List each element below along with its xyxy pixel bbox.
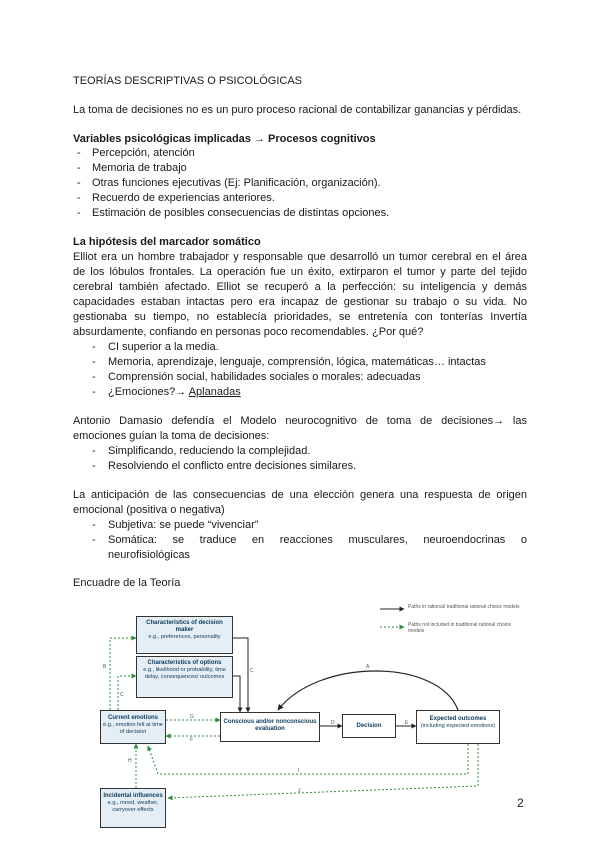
arrow-dashed-b — [110, 638, 136, 710]
box-decision — [342, 714, 396, 738]
box-evaluation — [220, 712, 320, 742]
path-label: F — [190, 737, 194, 743]
path-label: C — [120, 692, 124, 698]
list-item: Resolviendo el conflicto entre decisiones similares. — [108, 460, 357, 472]
box-subtitle: e.g., preferences, personality — [148, 634, 221, 640]
list-item: CI superior a la media. — [108, 341, 219, 353]
bullet-dash: - — [77, 177, 81, 189]
paragraph-line: gestionaba su tiempo, no establecía prioridades, se entretenía con tonterías Invertía — [73, 311, 527, 323]
box-title: Incidental influences — [103, 793, 163, 799]
paragraph-line: absurdamente, confiando en personas poco recomendables. ¿Por qué? — [73, 326, 424, 338]
path-label: J — [298, 788, 301, 794]
list-item: Otras funciones ejecutivas (Ej: Planificación, organización). — [92, 177, 381, 189]
path-label: C — [250, 668, 254, 674]
list-item: Estimación de posibles consecuencias de distintas opciones. — [92, 207, 390, 219]
paragraph-line: cerebral también afectado. Elliot se recuperó a la perfección: su inteligencia y demás — [73, 281, 527, 293]
paragraph-line: La anticipación de las consecuencias de una elección genera una respuesta de origen — [73, 489, 527, 501]
bullet-dash: - — [92, 341, 96, 353]
box-subtitle: e.g., likelihood or probability, time delay, consequences/ outcomes — [143, 667, 226, 680]
path-label: G — [190, 714, 194, 720]
box-title: Expected outcomes — [429, 716, 487, 722]
paragraph-line: de los lóbulos frontales. La operación fue un éxito, extirparon el tumor y parte del tejido — [73, 266, 527, 278]
list-item — [108, 385, 241, 399]
list-item: Memoria, aprendizaje, lenguaje, comprensión, lógica, matemáticas… intactas — [108, 356, 486, 368]
bullet-dash: - — [92, 386, 96, 398]
bullet-dash: - — [92, 534, 96, 546]
encuadre-label: Encuadre de la Teoría — [73, 577, 181, 589]
variables-heading: Variables psicológicas implicadas → Procesos cognitivos — [73, 133, 376, 145]
box-expected-outcomes — [416, 710, 500, 744]
bullet-dash: - — [92, 445, 96, 457]
list-item-continuation: neurofisiológicas — [108, 549, 190, 561]
bullet-dash: - — [77, 192, 81, 204]
list-item: Percepción, atención — [92, 147, 195, 159]
arrow-j — [168, 744, 478, 798]
box-incidental — [100, 788, 166, 828]
bullet-dash: - — [92, 519, 96, 531]
paragraph-line: Antonio Damasio defendía el Modelo neurocognitivo de toma de decisiones→ las — [73, 415, 527, 427]
hipotesis-heading: La hipótesis del marcador somático — [73, 236, 261, 248]
bullet-dash: - — [92, 356, 96, 368]
bullet-dash: - — [92, 460, 96, 472]
box-decision-maker — [136, 616, 233, 654]
paragraph-line: emociones guían la toma de decisiones: — [73, 430, 270, 442]
page-number: 2 — [517, 796, 524, 810]
arrow-i — [148, 744, 468, 774]
path-label: I — [298, 768, 300, 774]
box-current-emotions — [100, 710, 166, 744]
intro-paragraph: La toma de decisiones no es un puro proceso racional de contabilizar ganancias y pérdidas. — [73, 104, 522, 116]
section-title: TEORÍAS DESCRIPTIVAS O PSICOLÓGICAS — [73, 75, 303, 87]
legend-solid-label: Paths in rational/ traditional rational choice models — [408, 604, 520, 610]
list-item: Comprensión social, habilidades sociales o morales: adecuadas — [108, 371, 421, 383]
bullet-dash: - — [77, 207, 81, 219]
emociones-answer: Aplanadas — [188, 386, 241, 398]
list-item: Somática: se traduce en reacciones musculares, neuroendocrinas o — [108, 534, 527, 546]
paragraph-line: emocional (positiva o negativa) — [73, 504, 225, 516]
decision-model-diagram — [98, 598, 532, 838]
list-item: Subjetiva: se puede “vivenciar” — [108, 519, 259, 531]
arrow-c — [233, 676, 240, 712]
list-item: Simplificando, reduciendo la complejidad. — [108, 445, 311, 457]
bullet-dash: - — [92, 371, 96, 383]
box-title: Decision — [356, 723, 382, 729]
box-subtitle: (including expected emotions) — [420, 723, 496, 729]
box-subtitle: e.g., mood, weather, carryover effects — [107, 800, 159, 813]
box-title: Current emotions — [107, 715, 158, 721]
box-title: Conscious and/or nonconscious evaluation — [223, 719, 317, 732]
box-title: Characteristics of decision maker — [146, 620, 223, 633]
arrow-a — [278, 671, 458, 710]
emociones-question: ¿Emociones?→ — [108, 386, 189, 398]
box-subtitle: e.g., emotion felt at time of decision — [103, 722, 163, 735]
paragraph-line: capacidades estaban intactas pero era incapaz de gestionar su trabajo o su vida. No — [73, 296, 527, 308]
path-label: B — [103, 664, 107, 670]
paragraph-line: Elliot era un hombre trabajador y responsable que desarrolló un tumor cerebral en el área — [73, 251, 527, 263]
bullet-dash: - — [77, 162, 81, 174]
path-label: H — [128, 758, 132, 764]
path-label: A — [366, 664, 370, 670]
list-item: Recuerdo de experiencias anteriores. — [92, 192, 275, 204]
list-item: Memoria de trabajo — [92, 162, 187, 174]
legend-dashed-label: Paths not included in traditional rational choice models — [408, 622, 512, 634]
path-label: D — [331, 720, 335, 726]
path-label: E — [405, 720, 409, 726]
bullet-dash: - — [77, 147, 81, 159]
box-title: Characteristics of options — [147, 660, 222, 666]
box-options — [136, 656, 233, 698]
